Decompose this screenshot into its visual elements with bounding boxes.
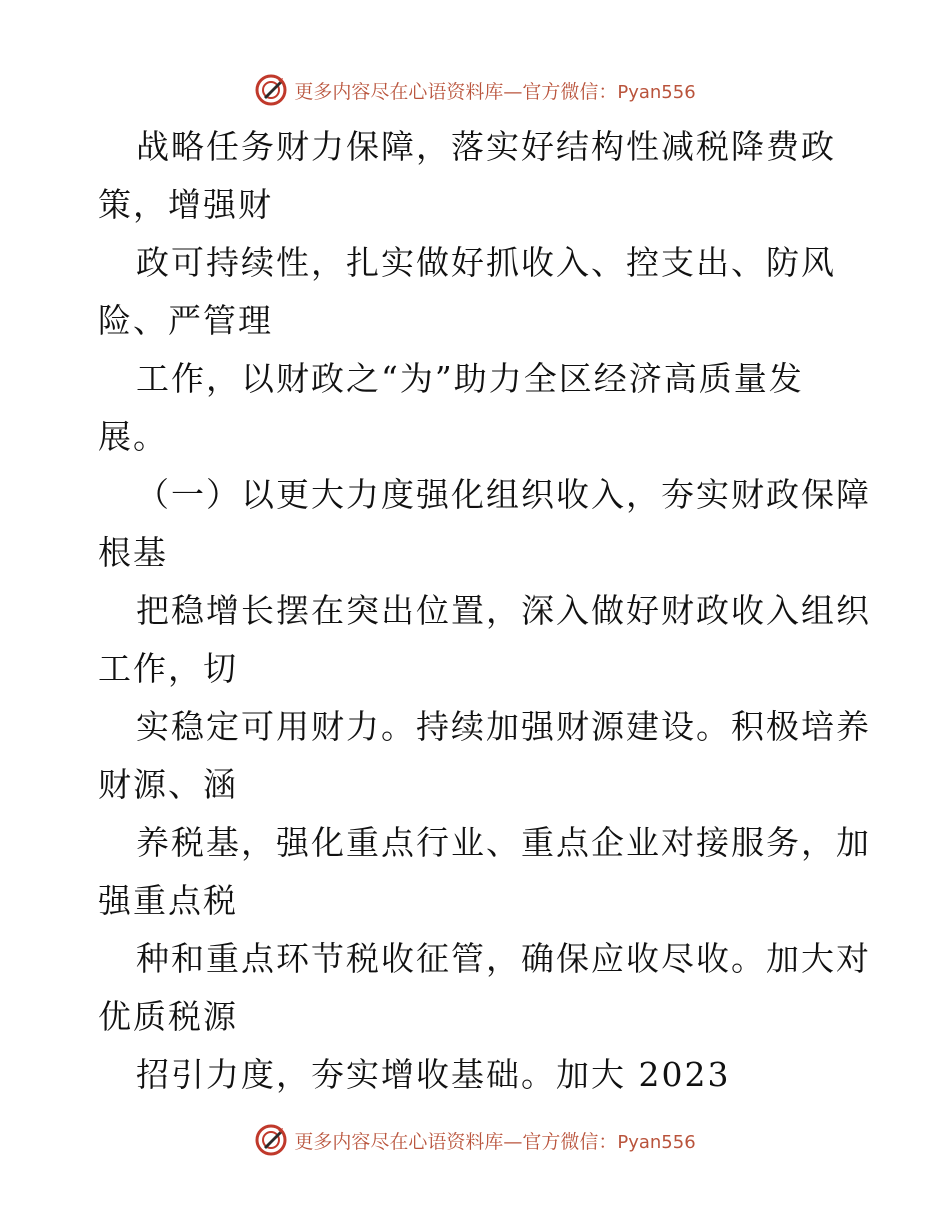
brand-logo-icon: [254, 1123, 288, 1157]
text-line: 优质税源: [98, 997, 238, 1036]
watermark-text-cn: 更多内容尽在心语资料库—官方微信：: [294, 1130, 618, 1153]
watermark-text-cn: 更多内容尽在心语资料库—官方微信：: [294, 80, 618, 103]
text-line: 把稳增长摆在突出位置，深入做好财政收入组织: [136, 591, 871, 630]
document-body: [98, 118, 871, 1104]
watermark-text-latin: Pyan556: [617, 1131, 696, 1153]
text-line: 策，增强财: [98, 185, 273, 224]
text-line: 展。: [98, 417, 168, 456]
text-line: 险、严管理: [98, 301, 273, 340]
section-heading: （一）以更大力度强化组织收入，夯实财政保障: [136, 475, 871, 514]
footer-watermark: [0, 1120, 950, 1160]
text-line: 强重点税: [98, 881, 238, 920]
text-line: 战略任务财力保障，落实好结构性减税降费政: [136, 127, 836, 166]
text-line: 政可持续性，扎实做好抓收入、控支出、防风: [136, 243, 836, 282]
watermark-text: [294, 1127, 695, 1154]
text-line: 种和重点环节税收征管，确保应收尽收。加大对: [136, 939, 871, 978]
header-watermark: [0, 70, 950, 110]
text-line: 工作，切: [98, 649, 238, 688]
watermark-text-latin: Pyan556: [617, 81, 696, 103]
text-line: 养税基，强化重点行业、重点企业对接服务，加: [136, 823, 871, 862]
brand-logo-icon: [254, 73, 288, 107]
text-line: 招引力度，夯实增收基础。加大 2023: [136, 1055, 731, 1094]
watermark-text: [294, 77, 695, 104]
section-heading-cont: 根基: [98, 533, 168, 572]
text-line: 财源、涵: [98, 765, 238, 804]
text-line: 工作，以财政之“为”助力全区经济高质量发: [136, 359, 804, 398]
text-line: 实稳定可用财力。持续加强财源建设。积极培养: [136, 707, 871, 746]
